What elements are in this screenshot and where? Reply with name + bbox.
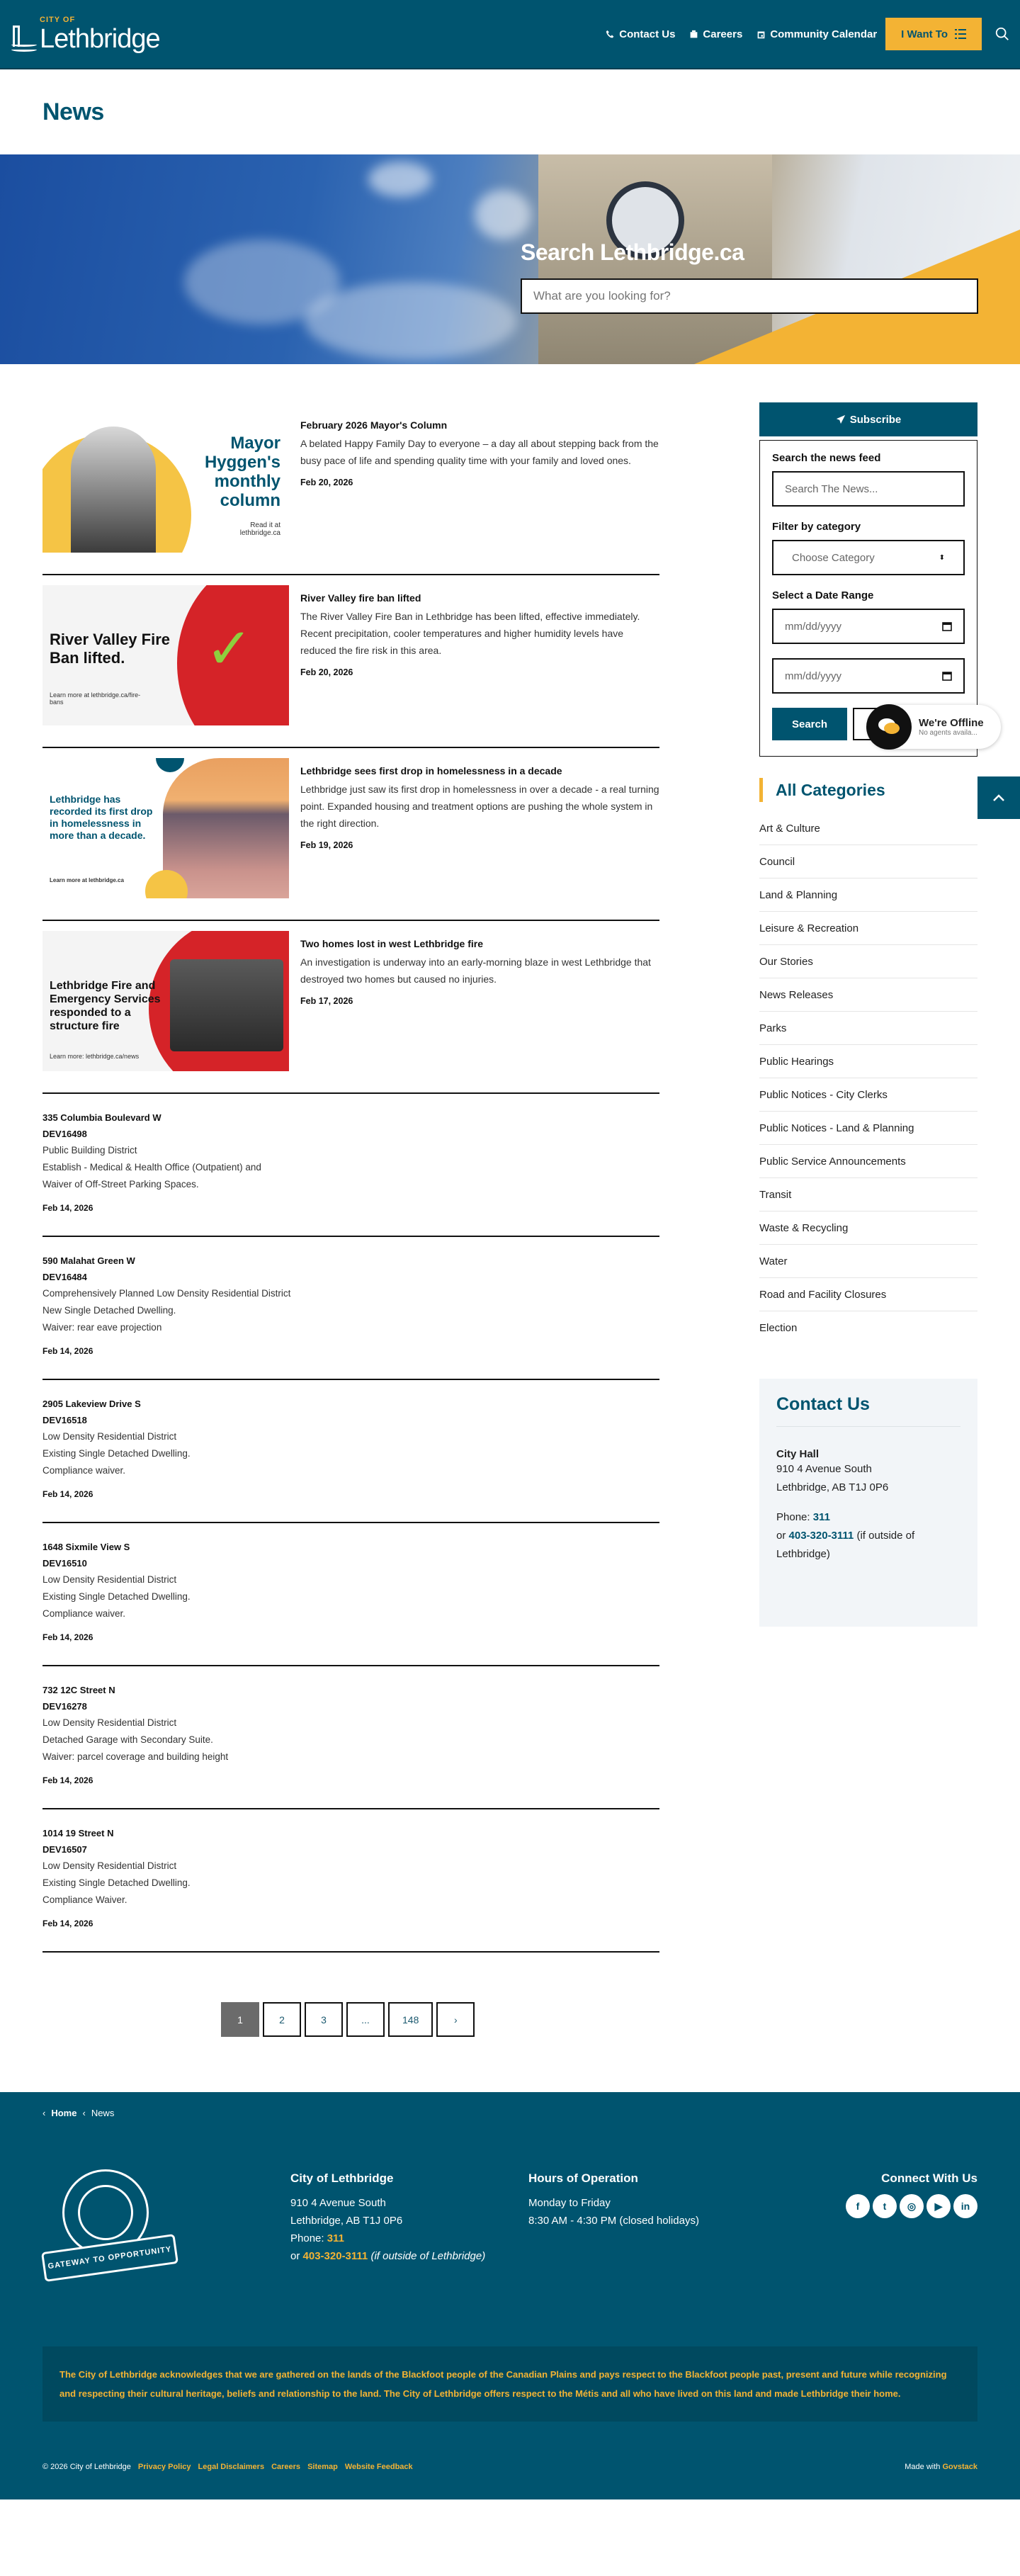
i-want-to-label: I Want To [901,28,948,40]
next-page-button[interactable] [436,2002,475,2037]
category-link[interactable]: News Releases [759,978,978,1012]
select-arrows-icon: ⬍ [939,553,945,562]
notice-line: Compliance waiver. [42,1608,126,1619]
news-excerpt: Lethbridge just saw its first drop in homelessness in over a decade - a real turning point. Expanded housing and treatment options are pushing the whole system in the right direction. [300,784,659,829]
site-search-input[interactable] [521,278,978,314]
site-header [0,0,1020,69]
news-item[interactable] [42,748,659,921]
filter-search-button[interactable]: Search [772,708,847,740]
news-date: Feb 17, 2026 [300,996,353,1006]
i-want-to-button[interactable] [885,18,982,50]
linkedin-icon[interactable]: in [953,2194,978,2218]
news-feed [42,402,659,2037]
category-link[interactable]: Election [759,1322,798,1334]
notice-line: Waiver: parcel coverage and building height [42,1751,229,1762]
city-seal-logo [42,2169,184,2297]
notice-date: Feb 14, 2026 [42,1775,94,1785]
breadcrumb-home[interactable]: Home [51,2108,77,2118]
news-title[interactable]: February 2026 Mayor's Column [300,419,448,431]
notice-date: Feb 14, 2026 [42,1203,94,1213]
news-filter-form [759,440,984,757]
category-link[interactable]: Our Stories [759,945,978,978]
calendar-icon[interactable] [942,671,952,681]
chat-widget[interactable] [868,705,1001,749]
notice-item[interactable] [42,1237,659,1380]
date-from-input[interactable] [772,609,965,644]
footer-phone-label: Phone: [290,2232,324,2244]
news-excerpt: A belated Happy Family Day to everyone – a day all about stepping back from the busy pace of life and spending quality time with your family and loved ones. [300,438,659,466]
news-date: Feb 19, 2026 [300,840,353,850]
page-2-button[interactable]: 2 [263,2002,301,2037]
notice-title[interactable]: 590 Malahat Green W [42,1255,135,1266]
accent-bar [759,778,763,802]
notice-dev-number: DEV16278 [42,1701,87,1712]
notice-title[interactable]: 2905 Lakeview Drive S [42,1399,141,1409]
seal-ribbon-text: GATEWAY TO OPPORTUNITY [41,2234,178,2282]
connect-title: Connect With Us [881,2171,978,2185]
govstack-link[interactable]: Govstack [942,2463,978,2471]
date-to-placeholder: mm/dd/yyyy [785,670,842,682]
news-title[interactable]: River Valley fire ban lifted [300,592,421,604]
category-link[interactable]: Council [759,845,978,879]
footer-address-2: Lethbridge, AB T1J 0P6 [290,2215,403,2227]
hours-time: 8:30 AM - 4:30 PM (closed holidays) [528,2215,699,2227]
footer-alt-prefix: or [290,2250,300,2262]
category-select[interactable] [772,540,965,575]
notice-dev-number: DEV16498 [42,1129,87,1139]
categories-heading: All Categories [776,780,885,799]
notice-line: Compliance Waiver. [42,1894,128,1905]
notice-date: Feb 14, 2026 [42,1489,94,1499]
footer-org-title: City of Lethbridge [290,2171,394,2185]
page-3-button[interactable]: 3 [305,2002,343,2037]
briefcase-icon [689,30,698,39]
news-item[interactable] [42,575,659,748]
category-link[interactable]: Leisure & Recreation [759,912,978,945]
category-link[interactable]: Transit [759,1178,978,1211]
nav-community-calendar-label: Community Calendar [770,28,878,40]
category-link[interactable]: Public Notices - Land & Planning [759,1112,978,1145]
chevron-left-icon: ‹ [82,2108,86,2118]
notice-dev-number: DEV16510 [42,1558,87,1569]
news-date: Feb 20, 2026 [300,478,353,487]
news-item[interactable] [42,921,659,1094]
news-title[interactable]: Two homes lost in west Lethbridge fire [300,938,483,949]
page-title: News [42,98,104,125]
page-ellipsis: ... [346,2002,385,2037]
logo-city-text: CITY OF [40,15,76,24]
hero-search-banner [0,154,1020,364]
hero-search-title: Search Lethbridge.ca [521,239,744,265]
hours-title: Hours of Operation [528,2171,638,2185]
sitemap-link[interactable]: Sitemap [307,2463,338,2471]
page-1-button[interactable]: 1 [221,2002,259,2037]
news-excerpt: An investigation is underway into an early-morning blaze in west Lethbridge that destroyed two homes but caused no injuries. [300,956,651,985]
legal-disclaimers-link[interactable]: Legal Disclaimers [198,2463,265,2471]
instagram-icon[interactable]: ◎ [900,2194,924,2218]
thumbnail-subtext: Learn more at lethbridge.ca [50,877,124,883]
thumbnail-text: River Valley Fire Ban lifted. [50,631,170,667]
phone-311-link[interactable]: 311 [812,1511,830,1523]
notice-line: Existing Single Detached Dwelling. [42,1877,191,1888]
notice-line: Detached Garage with Secondary Suite. [42,1734,213,1745]
notice-line: New Single Detached Dwelling. [42,1305,176,1316]
hours-days: Monday to Friday [528,2197,611,2209]
notice-title[interactable]: 1014 19 Street N [42,1828,114,1838]
footer-phone-311-link[interactable]: 311 [327,2232,344,2244]
back-to-top-button[interactable] [978,776,1020,819]
footer-phone-alt-link[interactable]: 403-320-3111 [302,2250,368,2262]
category-select-value: Choose Category [792,551,875,564]
chevron-right-icon: › [454,2013,458,2026]
nav-community-calendar[interactable] [756,28,877,40]
category-link[interactable]: Road and Facility Closures [759,1278,978,1311]
notice-line: Public Building District [42,1145,137,1156]
notice-dev-number: DEV16507 [42,1844,87,1855]
contact-address-1: 910 4 Avenue South [776,1463,872,1475]
notice-line: Existing Single Detached Dwelling. [42,1591,191,1602]
category-link[interactable]: Art & Culture [759,812,978,845]
calendar-icon[interactable] [942,621,952,631]
notice-line: Existing Single Detached Dwelling. [42,1448,191,1459]
thumbnail-subtext: Read it at lethbridge.ca [239,521,280,537]
footer-address-1: 910 4 Avenue South [290,2197,386,2209]
contact-card [759,1379,978,1627]
notice-line: Waiver: rear eave projection [42,1322,162,1333]
news-thumbnail[interactable] [42,758,289,898]
chat-status-title: We're Offline [919,717,984,729]
date-from-placeholder: mm/dd/yyyy [785,620,842,633]
notice-date: Feb 14, 2026 [42,1346,94,1356]
contact-address-2: Lethbridge, AB T1J 0P6 [776,1481,889,1493]
category-link[interactable]: Land & Planning [759,879,978,912]
top-nav [606,28,877,40]
notice-line: Comprehensively Planned Low Density Residential District [42,1288,291,1299]
notice-title[interactable]: 335 Columbia Boulevard W [42,1112,162,1123]
page-last-button[interactable]: 148 [388,2002,433,2037]
thumbnail-subtext: Learn more: lethbridge.ca/news [50,1053,140,1060]
thumbnail-text: Lethbridge Fire and Emergency Services responded to a structure fire [50,980,161,1032]
twitter-icon[interactable]: t [873,2194,897,2218]
made-with-text: Made with [905,2463,941,2471]
notice-dev-number: DEV16484 [42,1272,87,1282]
news-date: Feb 20, 2026 [300,667,353,677]
careers-link[interactable]: Careers [271,2463,301,2471]
breadcrumb [42,2108,978,2118]
alt-phone-note: (if outside of Lethbridge) [776,1530,915,1560]
paper-plane-icon [836,414,846,424]
notice-title[interactable]: 732 12C Street N [42,1685,115,1695]
list-icon [955,29,966,39]
thumbnail-subtext: Learn more at lethbridge.ca/fire-bans [50,691,141,706]
sidebar [759,402,984,2037]
category-link[interactable]: Waste & Recycling [759,1211,978,1245]
subscribe-button[interactable] [759,402,978,436]
chat-status-subtitle: No agents availa... [919,729,978,737]
thumbnail-text: Lethbridge has recorded its first drop in homelessness in more than a decade. [50,793,153,841]
footer-connect [846,2169,978,2297]
thumbnail-text: Mayor Hyggen's monthly column [204,434,280,510]
notice-line: Compliance waiver. [42,1465,126,1476]
date-range-label: Select a Date Range [772,589,874,601]
notice-item[interactable] [42,1094,659,1237]
search-feed-label: Search the news feed [772,452,881,464]
news-excerpt: The River Valley Fire Ban in Lethbridge has been lifted, effective immediately. Recent precipitation, cooler temperatures and higher humidity levels have reduced the fire risk in this area. [300,611,640,656]
chevron-up-icon [992,793,1005,802]
category-link[interactable]: Public Service Announcements [759,1145,978,1178]
news-thumbnail[interactable] [42,412,289,553]
nav-contact-us-label: Contact Us [619,28,676,40]
notice-item[interactable] [42,1523,659,1666]
phone-label: Phone: [776,1511,810,1523]
category-link[interactable]: Public Hearings [759,1045,978,1078]
category-link[interactable]: Public Notices - City Clerks [759,1078,978,1112]
notice-item[interactable] [42,1809,659,1953]
chat-icon [866,704,912,750]
category-filter-label: Filter by category [772,521,861,533]
notice-line: Low Density Residential District [42,1574,177,1585]
phone-icon [606,30,615,39]
notice-line: Low Density Residential District [42,1431,177,1442]
news-title[interactable]: Lethbridge sees first drop in homelessness in a decade [300,765,562,776]
notice-line: Waiver of Off-Street Parking Spaces. [42,1179,199,1190]
copyright: © 2026 City of Lethbridge [42,2463,131,2471]
pagination [221,2002,659,2037]
footer-alt-note: (if outside of Lethbridge) [370,2250,486,2262]
chevron-left-icon: ‹ [42,2108,46,2118]
footer-hours [528,2169,812,2297]
website-feedback-link[interactable]: Website Feedback [344,2463,413,2471]
notice-item[interactable] [42,1666,659,1809]
search-icon[interactable] [994,26,1010,42]
logo-mark-icon [11,23,38,52]
alt-prefix: or [776,1530,786,1542]
youtube-icon[interactable]: ▶ [926,2194,951,2218]
phone-alt-link[interactable]: 403-320-3111 [788,1530,854,1542]
notice-item[interactable] [42,1380,659,1523]
category-link[interactable]: Parks [759,1012,978,1045]
news-thumbnail[interactable]: ✓ River Valley Fire Ban lifted. Learn more at lethbridge.ca/fire-bans [42,585,289,725]
category-link[interactable]: Water [759,1245,978,1278]
calendar-icon [756,30,766,39]
nav-careers-label: Careers [703,28,743,40]
news-item[interactable] [42,402,659,575]
nav-careers[interactable] [689,28,742,40]
news-thumbnail[interactable] [42,931,289,1071]
city-logo[interactable] [11,16,160,52]
notice-title[interactable]: 1648 Sixmile View S [42,1542,130,1552]
breadcrumb-current: News [91,2108,115,2118]
notice-line: Low Density Residential District [42,1717,177,1728]
site-footer [0,2092,1020,2499]
news-search-placeholder: Search The News... [785,482,878,495]
subscribe-label: Subscribe [849,413,902,426]
news-search-input[interactable] [772,471,965,507]
privacy-policy-link[interactable]: Privacy Policy [137,2463,191,2471]
notice-dev-number: DEV16518 [42,1415,87,1425]
notice-date: Feb 14, 2026 [42,1919,94,1928]
nav-contact-us[interactable] [606,28,675,40]
contact-heading: Contact Us [776,1394,960,1427]
notice-line: Establish - Medical & Health Office (Outpatient) and [42,1162,261,1173]
footer-org-info [290,2169,528,2297]
category-list [759,812,978,1345]
contact-name: City Hall [776,1448,820,1460]
logo-name-text: Lethbridge [40,23,160,54]
notice-date: Feb 14, 2026 [42,1632,94,1642]
facebook-icon[interactable]: f [846,2194,870,2218]
date-to-input[interactable] [772,658,965,694]
notice-line: Low Density Residential District [42,1860,177,1871]
land-acknowledgement: The City of Lethbridge acknowledges that we are gathered on the lands of the Blackfoot people of the Canadian Plains and pays respect to the Blackfoot people past, present and future while recognizing and respecting their cultural heritage, beliefs and relationship to the land. The City of Lethbridge offers respect to the Métis and all who have lived on this land and made Lethbridge their home. [42,2346,978,2422]
